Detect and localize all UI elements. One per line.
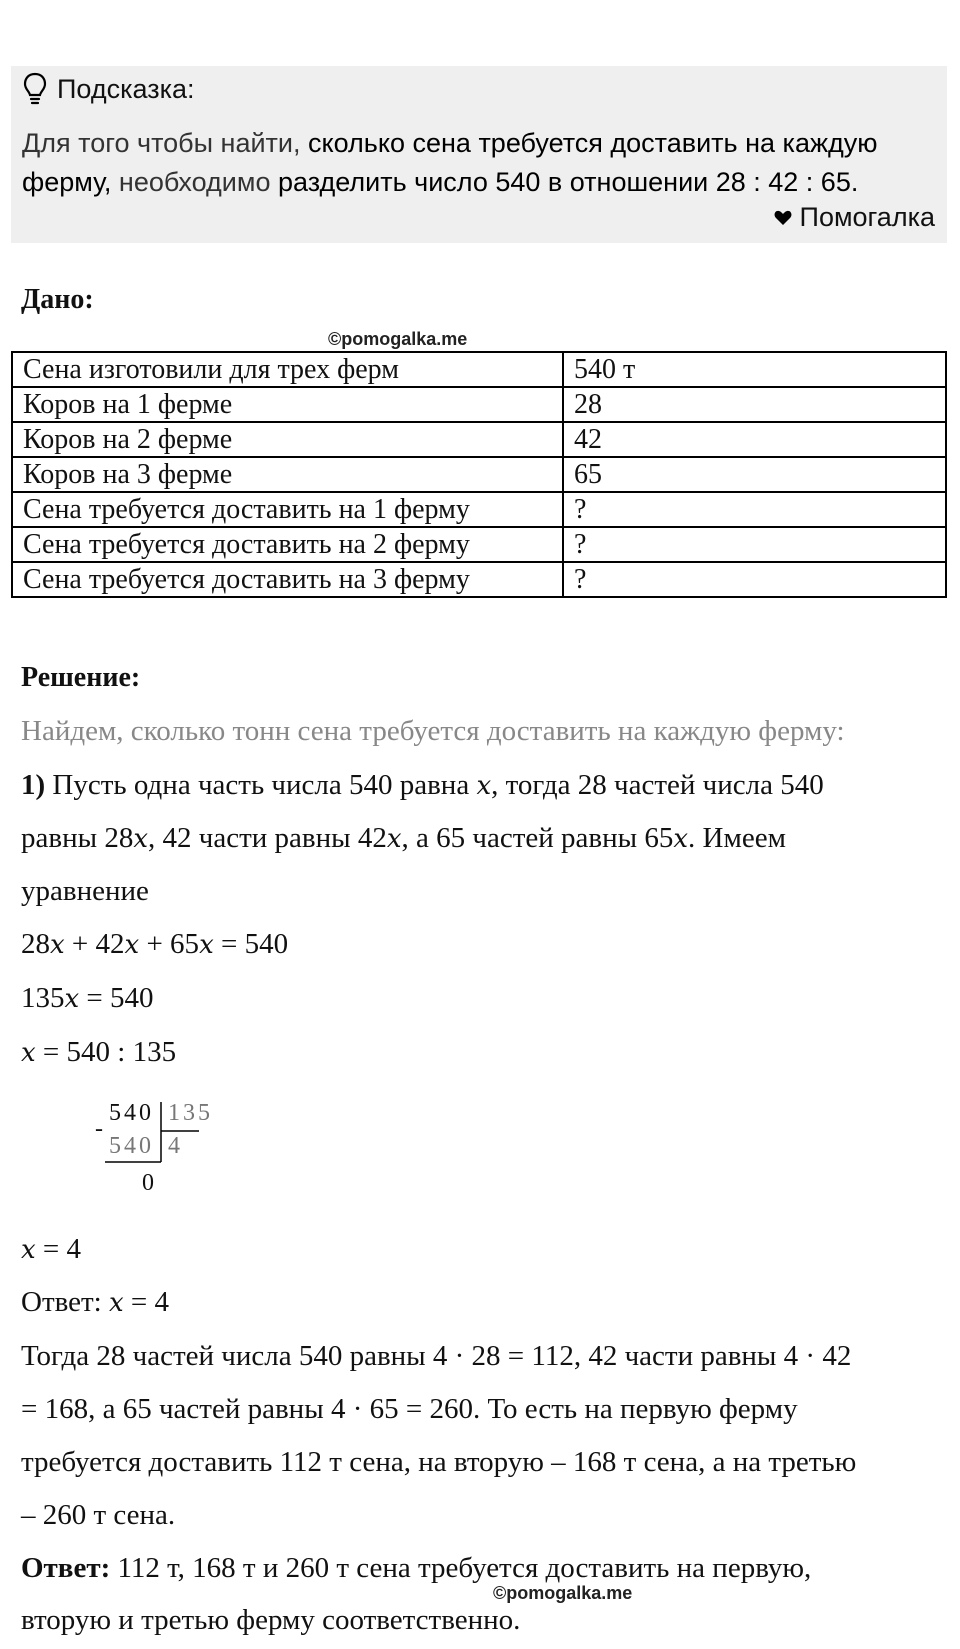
solution-line: требуется доставить 112 т сена, на вторую – 168 т сена, а на третью (21, 1446, 857, 1478)
variable-x: x (50, 930, 65, 960)
text-part: , 42 части равны 42 (148, 822, 387, 854)
text-part: 28 (21, 928, 50, 960)
hint-title (23, 72, 195, 106)
variable-x: x (64, 984, 80, 1014)
table-row (12, 562, 946, 597)
table-row (12, 422, 946, 457)
variable-x: x (124, 930, 140, 960)
table-cell: Коров на 3 ферме (12, 457, 563, 492)
text-part: = 4 (123, 1286, 170, 1318)
text-part: . Имеем (688, 822, 786, 854)
variable-x: x (21, 1038, 36, 1068)
watermark-bottom: ©pomogalka.me (493, 1583, 633, 1603)
text-part: 112 т, 168 т и 260 т сена требуется доставить на первую, (110, 1552, 812, 1584)
text-part: 135 (21, 982, 65, 1014)
variable-x: x (476, 771, 492, 801)
hint-emphasis: разделить число 540 в отношении 28 : 42 : 65. (277, 167, 859, 197)
table-cell: ? (563, 492, 946, 527)
text-part: равны 28 (21, 822, 134, 854)
text-part: + 65 (139, 928, 200, 960)
text-part: , тогда 28 частей числа 540 (491, 769, 824, 801)
table-row (12, 492, 946, 527)
long-division (95, 1100, 235, 1210)
solution-line: = 168, а 65 частей равны 4 · 65 = 260. То есть на первую ферму (21, 1393, 798, 1425)
text-part: = 540 (79, 982, 154, 1014)
division-lines (95, 1100, 235, 1180)
subtrahend: 540 (109, 1133, 154, 1159)
table-cell: Коров на 2 ферме (12, 422, 563, 457)
step-number: 1) (21, 769, 46, 801)
text-part: Ответ: (21, 1286, 109, 1318)
hint-text (22, 124, 942, 202)
solution-heading: Решение: (21, 662, 141, 693)
table-row (12, 527, 946, 562)
variable-x: x (673, 824, 689, 854)
table-cell: 540 т (563, 352, 946, 387)
variable-x: x (109, 1288, 124, 1318)
lightbulb-icon (23, 72, 47, 106)
table-row (12, 352, 946, 387)
table-row (12, 457, 946, 492)
given-heading: Дано: (21, 284, 94, 315)
variable-x: x (21, 1235, 36, 1265)
final-answer-cont: вторую и третью ферму соответственно. (21, 1604, 521, 1636)
equation-line (21, 1036, 176, 1069)
watermark-top: ©pomogalka.me (328, 329, 468, 349)
hint-text-part: необходимо (111, 167, 278, 197)
remainder: 0 (142, 1170, 157, 1196)
solution-line: – 260 т сена. (21, 1499, 176, 1531)
solution-line (21, 769, 824, 802)
text-part: = 540 (213, 928, 289, 960)
quotient: 4 (168, 1133, 183, 1159)
solution-line: Тогда 28 частей числа 540 равны 4 · 28 = 112, 42 части равны 4 · 42 (21, 1340, 852, 1372)
table-row (12, 387, 946, 422)
equation-line (21, 982, 154, 1015)
solution-line: уравнение (21, 875, 149, 907)
table-cell: ? (563, 562, 946, 597)
variable-x: x (199, 930, 214, 960)
text-part: = 4 (35, 1233, 82, 1265)
equation-line (21, 1233, 81, 1266)
table-cell: Сена требуется доставить на 3 ферму (12, 562, 563, 597)
text-part: = 540 : 135 (35, 1036, 177, 1068)
solution-line (21, 822, 786, 855)
hint-emphasis: сколько сена требуется доставить на каждую ферму, (22, 128, 878, 197)
answer-line (21, 1286, 169, 1319)
dividend: 540 (109, 1100, 154, 1126)
variable-x: x (133, 824, 148, 854)
variable-x: x (386, 824, 402, 854)
table-cell: Коров на 1 ферме (12, 387, 563, 422)
minus-sign: - (95, 1116, 106, 1142)
table-cell: ? (563, 527, 946, 562)
equation-line (21, 928, 288, 961)
hint-brand (774, 202, 935, 233)
solution-intro: Найдем, сколько тонн сена требуется доставить на каждую ферму: (21, 715, 845, 747)
given-table (11, 351, 947, 598)
table-cell: 65 (563, 457, 946, 492)
table-cell: 28 (563, 387, 946, 422)
hint-title-text: Подсказка: (57, 73, 195, 104)
text-part: , а 65 частей равны 65 (401, 822, 674, 854)
final-answer-label: Ответ: (21, 1552, 111, 1584)
table-cell: Сена требуется доставить на 2 ферму (12, 527, 563, 562)
brand-name: Помогалка (799, 202, 935, 232)
hint-box (11, 66, 947, 243)
table-cell: Сена требуется доставить на 1 ферму (12, 492, 563, 527)
text-part: Пусть одна часть числа 540 равна (45, 769, 477, 801)
final-answer (21, 1552, 811, 1585)
text-part: + 42 (64, 928, 125, 960)
divisor: 135 (168, 1100, 213, 1126)
heart-icon (774, 210, 792, 226)
table-cell: 42 (563, 422, 946, 457)
hint-text-part: Для того чтобы найти, (22, 128, 308, 158)
table-cell: Сена изготовили для трех ферм (12, 352, 563, 387)
